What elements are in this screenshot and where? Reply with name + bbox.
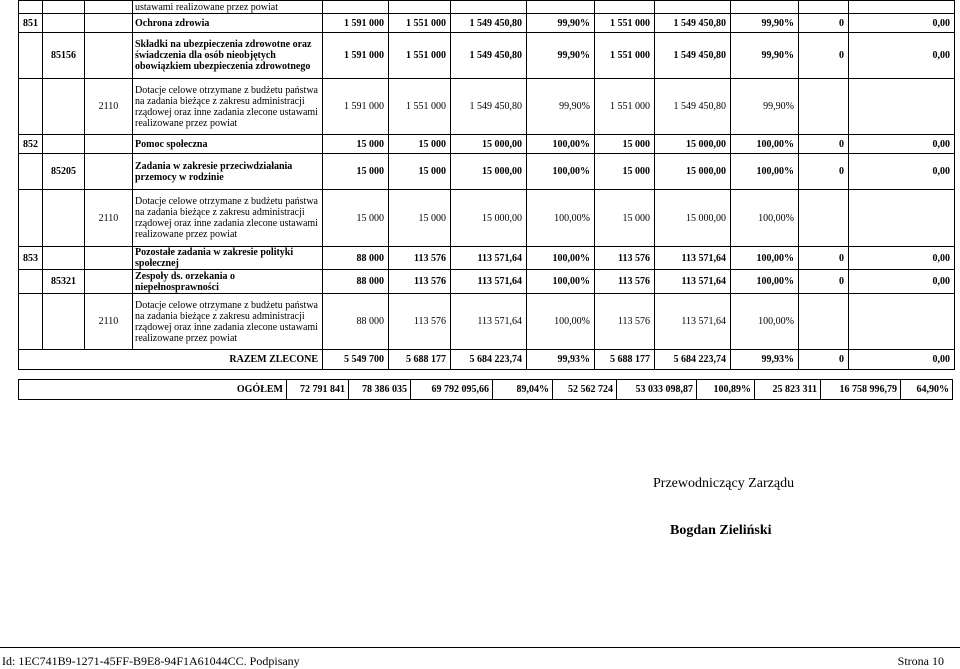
table-row: 85321 Zespoły ds. orzekania o niepełnosprawności 88 000 113 576 113 571,64 100,00% 113 576 113 571,64 100,00% 0 0,00 xyxy=(19,270,955,294)
document-footer xyxy=(0,647,960,668)
table-row: 853 Pozostałe zadania w zakresie polityki społecznej 88 000 113 576 113 571,64 100,00% 113 576 113 571,64 100,00% 0 0,00 xyxy=(19,247,955,270)
page-number: Strona 10 xyxy=(897,654,944,668)
table-row: 85205 Zadania w zakresie przeciwdziałania przemocy w rodzinie 15 000 15 000 15 000,00 100,00% 15 000 15 000,00 100,00% 0 0,00 xyxy=(19,154,955,190)
table-row: 2110 Dotacje celowe otrzymane z budżetu państwa na zadania bieżące z zakresu administracji rządowej oraz inne zadania zlecone ustawami realizowane przez powiat 15 000 15 000 15 000,00 100,00% 15 000 15 000,00 100,00% xyxy=(19,190,955,247)
table-row: 85156 Składki na ubezpieczenia zdrowotne oraz świadczenia dla osób nieobjętych obowiązkiem ubezpieczenia zdrowotnego 1 591 000 1 551 000 1 549 450,80 99,90% 1 551 000 1 549 450,80 99,90% 0 0,00 xyxy=(19,33,955,79)
table-row: 2110 Dotacje celowe otrzymane z budżetu państwa na zadania bieżące z zakresu administracji rządowej oraz inne zadania zlecone ustawami realizowane przez powiat 1 591 000 1 551 000 1 549 450,80 99,90% 1 551 000 1 549 450,80 99,90% xyxy=(19,79,955,135)
signature-title: Przewodniczący Zarządu xyxy=(653,476,795,491)
budget-table xyxy=(18,0,955,370)
razem-zlecone-row: RAZEM ZLECONE 5 549 700 5 688 177 5 684 223,74 99,93% 5 688 177 5 684 223,74 99,93% 0 0,00 xyxy=(19,350,955,370)
ogolem-row: OGÓŁEM 72 791 841 78 386 035 69 792 095,66 89,04% 52 562 724 53 033 098,87 100,89% 25 823 311 16 758 996,79 64,90% xyxy=(19,380,953,400)
table-row: 852 Pomoc społeczna 15 000 15 000 15 000,00 100,00% 15 000 15 000,00 100,00% 0 0,00 xyxy=(19,135,955,154)
table-row: 851 Ochrona zdrowia 1 591 000 1 551 000 1 549 450,80 99,90% 1 551 000 1 549 450,80 99,90% 0 0,00 xyxy=(19,14,955,33)
document-id: Id: 1EC741B9-1271-45FF-B9E8-94F1A61044CC. Podpisany xyxy=(2,654,300,668)
razem-label: RAZEM ZLECONE xyxy=(19,350,323,370)
ogolem-label: OGÓŁEM xyxy=(19,380,287,400)
signature-name: Bogdan Zieliński xyxy=(670,523,772,538)
top-fragment-text: ustawami realizowane przez powiat xyxy=(133,1,323,14)
ogolem-table xyxy=(18,379,953,400)
table-row: 2110 Dotacje celowe otrzymane z budżetu państwa na zadania bieżące z zakresu administracji rządowej oraz inne zadania zlecone ustawami realizowane przez powiat 88 000 113 576 113 571,64 100,00% 113 576 113 571,64 100,00% xyxy=(19,294,955,350)
